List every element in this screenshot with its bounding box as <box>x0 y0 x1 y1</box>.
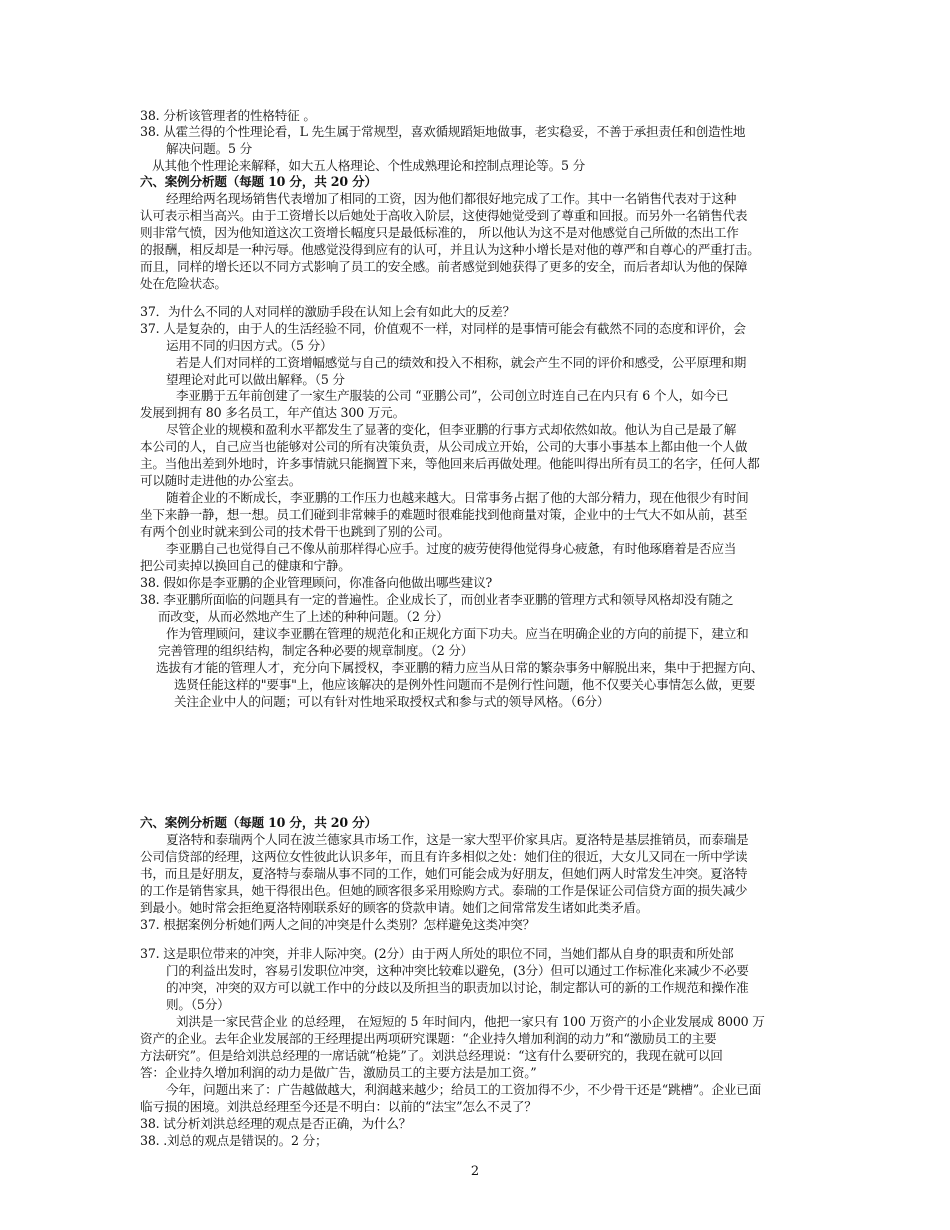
page-number: 2 <box>470 1164 480 1179</box>
text-line: 书，而且是好朋友，夏洛特与泰瑞从事不同的工作，她们可能会成为好朋友，但她们两人时常发生冲突。夏洛特 <box>140 866 748 881</box>
text-line: 作为管理顾问，建议李亚鹏在管理的规范化和正规化方面下功夫。应当在明确企业的方向的前提下，建立和 <box>166 626 749 641</box>
text-line: 的冲突，冲突的双方可以就工作中的分歧以及所担当的职责加以讨论，制定都认可的新的工作规范和操作准 <box>166 980 749 995</box>
text-line: 本公司的人，自己应当也能够对公司的所有决策负责，从公司成立开始，公司的大事小事基本上都由他一个人做 <box>140 439 748 454</box>
section-heading: 六、案例分析题（每题 10 分，共 20 分） <box>140 174 377 189</box>
text-line: 尽管企业的规模和盈利水平都发生了显著的变化，但李亚鹏的行事方式却依然如故。他认为自己是最了解 <box>166 422 737 437</box>
text-line: 发展到拥有 80 多名员工，年产值达 300 万元。 <box>140 405 405 420</box>
text-line: 38. 试分析刘洪总经理的观点是否正确，为什么？ <box>140 1116 412 1131</box>
text-line: 资产的企业。去年企业发展部的王经理提出两项研究课题：“企业持久增加利润的动力”和“激励员工的主要 <box>140 1031 717 1046</box>
text-line: 望理论对此可以做出解释。（5 分 <box>166 372 345 387</box>
text-line: 刘洪是一家民营企业 的总经理， 在短短的 5 年时间内，他把一家只有 100 万资产的小企业发展成 8000 万 <box>176 1014 765 1029</box>
text-line: 临亏损的困境。刘洪总经理至今还是不明白：以前的“法宝”怎么不灵了？ <box>140 1099 537 1114</box>
text-line: 把公司卖掉以换回自己的健康和宁静。 <box>140 558 351 573</box>
text-line: 选拔有才能的管理人才，充分向下属授权，李亚鹏的精力应当从日常的繁杂事务中解脱出来，集中于把握方向、 <box>156 660 764 675</box>
text-line: 而改变，从而必然地产生了上述的种种问题。（2 分） <box>158 609 449 624</box>
text-line: 从其他个性理论来解释，如大五人格理论、个性成熟理论和控制点理论等。5 分 <box>152 158 586 173</box>
text-line: 38. 分析该管理者的性格特征 。 <box>140 108 316 123</box>
text-line: 门的利益出发时，容易引发职位冲突，这种冲突比较难以避免，(3分）但可以通过工作标准化来减少不必要 <box>166 963 749 978</box>
text-line: 公司信贷部的经理，这两位女性彼此认识多年，而且有许多相似之处：她们住的很近，大女儿又同在一所中学读 <box>140 849 748 864</box>
text-line: 37. 人是复杂的，由于人的生活经验不同，价值观不一样，对同样的是事情可能会有截然不同的态度和评价，会 <box>140 321 746 336</box>
text-line: 运用不同的归因方式。（5 分） <box>166 338 333 353</box>
text-line: 38. .刘总的观点是错误的。2 分； <box>140 1133 328 1148</box>
text-line: 37. 这是职位带来的冲突，并非人际冲突。(2分）由于两人所处的职位不同，当她们都从自身的职责和所处部 <box>140 946 734 961</box>
text-line: 的工作是销售家具，她干得很出色。但她的顾客很多采用赊购方式。泰瑞的工作是保证公司信贷方面的损失减少 <box>140 883 748 898</box>
section-heading: 六、案例分析题（每题 10 分，共 20 分） <box>140 815 377 830</box>
text-line: 李亚鹏自己也觉得自己不像从前那样得心应手。过度的疲劳使得他觉得身心疲惫，有时他琢磨着是否应当 <box>166 541 737 556</box>
text-line: 选贤任能这样的"要事"上，他应该解决的是例外性问题而不是例行性问题，他不仅要关心事情怎么做，更要 <box>174 677 756 692</box>
text-line: 关注企业中人的问题；可以有针对性地采取授权式和参与式的领导风格。（6分） <box>174 694 610 709</box>
text-line: 方法研究”。但是给刘洪总经理的一席话就“枪毙”了。刘洪总经理说：“这有什么要研究的，我现在就可以回 <box>140 1048 723 1063</box>
text-line: 37．为什么不同的人对同样的激励手段在认知上会有如此大的反差？ <box>140 304 516 319</box>
text-line: 解决问题。5 分 <box>166 141 252 156</box>
text-line: 坐下来静一静，想一想。员工们碰到非常棘手的难题时很难能找到他商量对策，企业中的士气大不如从前，甚至 <box>140 507 748 522</box>
text-line: 38. 从霍兰得的个性理论看，L 先生属于常规型，喜欢循规蹈矩地做事，老实稳妥，不善于承担责任和创造性地 <box>140 124 746 139</box>
text-line: 有两个创业时就来到公司的技术骨干也跳到了别的公司。 <box>140 524 450 539</box>
text-line: 李亚鹏于五年前创建了一家生产服装的公司 “亚鹏公司”，公司创立时连自己在内只有 6 个人，如今已 <box>176 388 729 403</box>
text-line: 则。（5分） <box>166 997 230 1012</box>
text-line: 37. 根据案例分析她们两人之间的冲突是什么类别？怎样避免这类冲突？ <box>140 917 536 932</box>
text-line: 主。当他出差到外地时，许多事情就只能搁置下来，等他回来后再做处理。他能叫得出所有员工的名字，任何人都 <box>140 456 760 471</box>
text-line: 夏洛特和泰瑞两个人同在波兰德家具市场工作，这是一家大型平价家具店。夏洛特是基层推销员，而泰瑞是 <box>166 832 749 847</box>
text-line: 而且，同样的增长还以不同方式影响了员工的安全感。前者感觉到她获得了更多的安全，而后者却认为他的保障 <box>140 259 748 274</box>
text-line: 认可表示相当高兴。由于工资增长以后她处于高收入阶层，这使得她觉受到了尊重和回报。而另外一名销售代表 <box>140 208 748 223</box>
text-line: 到最小。她时常会拒绝夏洛特刚联系好的顾客的贷款申请。她们之间常常发生诸如此类矛盾。 <box>140 900 649 915</box>
text-line: 38. 李亚鹏所面临的问题具有一定的普遍性。企业成长了，而创业者李亚鹏的管理方式和领导风格却没有随之 <box>140 592 734 607</box>
text-line: 完善管理的组织结构，制定各种必要的规章制度。（2 分） <box>158 643 474 658</box>
text-line: 今年，问题出来了：广告越做越大，利润越来越少；给员工的工资加得不少，不少骨干还是“跳槽”。企业已面 <box>166 1082 761 1097</box>
text-line: 若是人们对同样的工资增幅感觉与自己的绩效和投入不相称，就会产生不同的评价和感受，公平原理和期 <box>176 355 747 370</box>
text-line: 随着企业的不断成长，李亚鹏的工作压力也越来越大。日常事务占据了他的大部分精力，现在他很少有时间 <box>166 490 749 505</box>
text-line: 则非常气愤，因为他知道这次工资增长幅度只是最低标准的， 所以他认为这不是对他感觉自己所做的杰出工作 <box>140 225 739 240</box>
text-line: 38. 假如你是李亚鹏的企业管理顾问，你准备向他做出哪些建议? <box>140 575 493 590</box>
text-line: 的报酬，相反却是一种污辱。他感觉没得到应有的认可，并且认为这种小增长是对他的尊严和自尊心的严重打击。 <box>140 242 760 257</box>
text-line: 处在危险状态。 <box>140 276 227 291</box>
text-line: 可以随时走进他的办公室去。 <box>140 473 302 488</box>
text-line: 经理给两名现场销售代表增加了相同的工资，因为他们都很好地完成了工作。其中一名销售代表对于这种 <box>166 191 737 206</box>
text-line: 答：企业持久增加利润的动力是做广告，激励员工的主要方法是加工资。” <box>140 1065 537 1080</box>
